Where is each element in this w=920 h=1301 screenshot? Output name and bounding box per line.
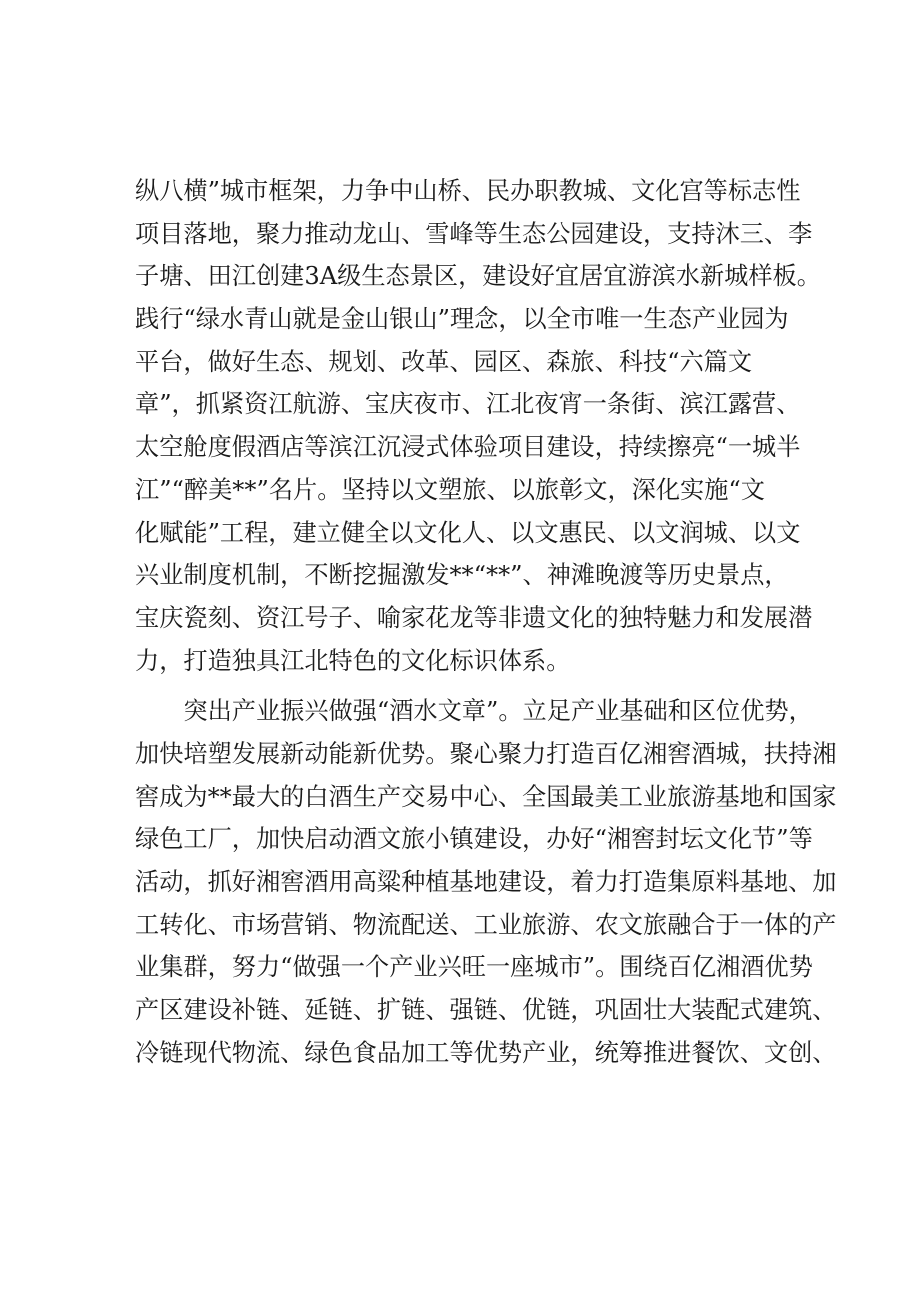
text-line: 加快培塑发展新动能新优势。聚心聚力打造百亿湘窖酒城，扶持湘 (135, 739, 837, 768)
text-line: 平台，做好生态、规划、改革、园区、森旅、科技“六篇文 (135, 347, 753, 376)
text-line: 江”“醉美**”名片。坚持以文塑旅、以旅彰文，深化实施“文 (135, 475, 765, 504)
text-line: 窖成为**最大的白酒生产交易中心、全国最美工业旅游基地和国家 (135, 782, 837, 811)
text-line: 纵八横”城市框架，力争中山桥、民办职教城、文化宫等标志性 (135, 177, 801, 205)
text-line: 力，打造独具江北特色的文化标识体系。 (135, 646, 571, 675)
paragraph-1 (135, 170, 821, 682)
text-line: 活动，抓好湘窖酒用高粱种植基地建设，着力打造集原料基地、加 (135, 868, 837, 896)
text-line: 产区建设补链、延链、扩链、强链、优链，巩固壮大装配式建筑、 (135, 996, 837, 1025)
text-line: 化赋能”工程，建立健全以文化人、以文惠民、以文润城、以文 (135, 518, 801, 547)
body-text (135, 170, 837, 1074)
text-line: 兴业制度机制，不断挖掘激发**“**”、神滩晚渡等历史景点， (135, 561, 789, 590)
text-line: 践行“绿水青山就是金山银山”理念，以全市唯一生态产业园为 (135, 305, 789, 334)
text-line: 绿色工厂，加快启动酒文旅小镇建设，办好“湘窖封坛文化节”等 (135, 825, 813, 854)
text-line: 太空舱度假酒店等滨江沉浸式体验项目建设，持续擦亮“一城半 (135, 433, 801, 462)
paragraph-2 (135, 690, 837, 1074)
paragraph-spacer (135, 682, 795, 690)
text-line: 突出产业振兴做强“酒水文章”。立足产业基础和区位优势， (135, 697, 813, 726)
text-line: 业集群，努力“做强一个产业兴旺一座城市”。围绕百亿湘酒优势 (135, 953, 813, 982)
text-line: 冷链现代物流、绿色食品加工等优势产业，统筹推进餐饮、文创、 (135, 1038, 837, 1067)
text-line: 宝庆瓷刻、资江号子、喻家花龙等非遗文化的独特魅力和发展潜 (135, 603, 813, 632)
text-line: 工转化、市场营销、物流配送、工业旅游、农文旅融合于一体的产 (135, 910, 837, 939)
text-line: 项目落地，聚力推动龙山、雪峰等生态公园建设，支持沐三、李 (135, 219, 813, 248)
text-line: 章”，抓紧资江航游、宝庆夜市、江北夜宵一条街、滨江露营、 (135, 390, 801, 419)
text-line: 子塘、田江创建3A级生态景区，建设好宜居宜游滨水新城样板。 (135, 262, 821, 291)
